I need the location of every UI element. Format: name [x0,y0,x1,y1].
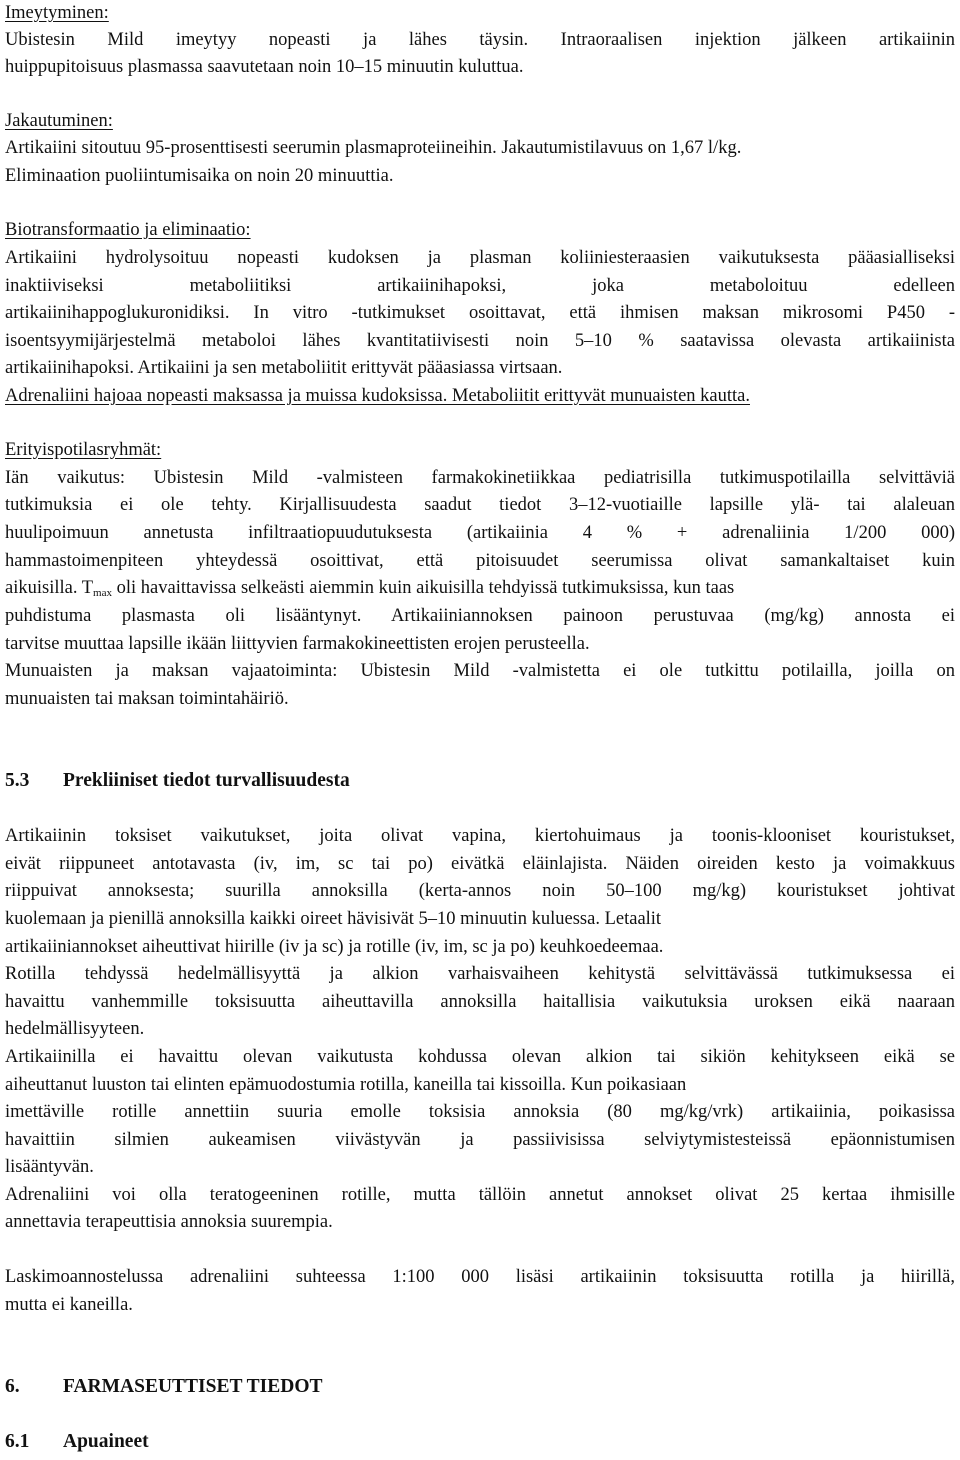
section-title: FARMASEUTTISET TIEDOT [63,1376,323,1397]
text-line: tarvitse muuttaa lapsille ikään liittyvien farmakokineettisten erojen perusteella. [5,634,590,654]
text-fragment: aikuisilla. T [5,578,94,598]
section-number: 6.1 [5,1431,30,1452]
text-line: puhdistuma plasmasta oli lisääntynyt. Artikaiiniannoksen painoon perustuvaa (mg/kg) annosta ei [5,606,955,626]
section-title: Apuaineet [63,1431,149,1452]
text-line: munuaisten tai maksan toimintahäiriö. [5,689,289,709]
text-line: artikaiinihapoksi. Artikaiini ja sen metaboliitit erittyvät pääasiassa virtsaan. [5,358,563,378]
text-line-tmax [5,575,955,601]
text-line: Iän vaikutus: Ubistesin Mild -valmisteen farmakokinetiikkaa pediatrisilla tutkimuspotilailla selvittäviä [5,468,955,488]
text-line: huulipoimuun annetusta infiltraatiopuudutuksesta (artikaiinia 4 % + adrenaliinia 1/200 000) [5,523,955,543]
text-line: hedelmällisyyteen. [5,1019,145,1039]
text-line: imettäville rotille annettiin suuria emolle toksisia annoksia (80 mg/kg/vrk) artikaiinia, poikasissa [5,1102,955,1122]
text-line: hammastoimenpiteen yhteydessä osoittivat, että pitoisuudet seerumissa olivat samankaltaiset kuin [5,551,955,571]
section-heading-6-1 [5,1429,149,1455]
section-heading-5-3 [5,768,350,794]
text-line: havaittiin silmien aukeamisen viivästyvän ja passiivisissa selviytymistesteissä epäonnistumisen [5,1130,955,1150]
text-line: artikaiinihappoglukuronidiksi. In vitro -tutkimukset osoittavat, että ihmisen maksan mikrosomi P450 - [5,303,955,323]
text-line: isoentsyymijärjestelmä metaboloi lähes kvantitatiivisesti noin 5–10 % saatavissa olevasta artikaiinista [5,331,955,351]
text-line: havaittu vanhemmille toksisuutta aiheuttavilla annoksilla haitallisia vaikutuksia uroksen eikä naaraan [5,992,955,1012]
section-title: Prekliiniset tiedot turvallisuudesta [63,770,350,791]
text-line: Laskimoannostelussa adrenaliini suhteessa 1:100 000 lisäsi artikaiinin toksisuutta rotilla ja hiirillä, [5,1267,955,1287]
section-heading-6 [5,1374,323,1400]
text-line: Ubistesin Mild imeytyy nopeasti ja lähes täysin. Intraoraalisen injektion jälkeen artikaiinin [5,30,955,50]
text-line: aiheuttanut luuston tai elinten epämuodostumia rotilla, kaneilla tai kissoilla. Kun poikasiaan [5,1075,687,1095]
text-fragment: oli havaittavissa selkeästi aiemmin kuin aikuisilla tehdyissä tutkimuksissa, kun taas [112,578,735,598]
section-number: 5.3 [5,770,30,791]
section-number: 6. [5,1376,20,1397]
text-line: Munuaisten ja maksan vajaatoiminta: Ubistesin Mild -valmistetta ei ole tutkittu potilailla, joilla on [5,661,955,681]
underlined-text-line: Adrenaliini hajoaa nopeasti maksassa ja muissa kudoksissa. Metaboliitit erittyvät munuaisten kautta. [5,386,750,406]
text-line: Rotilla tehdyssä hedelmällisyyttä ja alkion varhaisvaiheen kehitystä selvittävässä tutkimuksessa ei [5,964,955,984]
text-line: Artikaiinin toksiset vaikutukset, joita olivat vapina, kiertohuimaus ja toonis-klooniset kouristukset, [5,826,955,846]
text-line: Adrenaliini voi olla teratogeeninen rotille, mutta tällöin annetut annokset olivat 25 kertaa ihmisille [5,1185,955,1205]
text-line: inaktiiviseksi metaboliitiksi artikaiinihapoksi, joka metaboloituu edelleen [5,276,955,296]
text-line: lisääntyvän. [5,1157,94,1177]
text-line: Eliminaation puoliintumisaika on noin 20 minuuttia. [5,166,394,186]
subscript-max: max [93,587,112,599]
text-line: Artikaiini hydrolysoituu nopeasti kudoksen ja plasman koliiniesteraasien vaikutuksesta pääasialliseksi [5,248,955,268]
text-line: Artikaiini sitoutuu 95-prosenttisesti seerumin plasmaproteiineihin. Jakautumistilavuus on 1,67 l/kg. [5,138,742,158]
heading-erityispotilasryhmat: Erityispotilasryhmät: [5,440,162,460]
heading-biotransformaatio: Biotransformaatio ja eliminaatio: [5,220,251,240]
text-line: artikaiiniannokset aiheuttivat hiirille (iv ja sc) ja rotille (iv, im, sc ja po) keuhkoedeemaa. [5,937,664,957]
text-line: huippupitoisuus plasmassa saavutetaan noin 10–15 minuutin kuluttua. [5,57,524,77]
heading-jakautuminen: Jakautuminen: [5,111,113,131]
text-line: tutkimuksia ei ole tehty. Kirjallisuudesta saadut tiedot 3–12-vuotiaille lapsille ylä- tai alaleuan [5,495,955,515]
text-line: eivät riippuneet antotavasta (iv, im, sc tai po) eivätkä eläinlajista. Näiden oireiden kesto ja voimakkuus [5,854,955,874]
text-line: mutta ei kaneilla. [5,1295,133,1315]
text-line: riippuivat annoksesta; suurilla annoksilla (kerta-annos noin 50–100 mg/kg) kouristukset johtivat [5,881,955,901]
text-line: kuolemaan ja pienillä annoksilla kaikki oireet hävisivät 5–10 minuutin kuluessa. Letaalit [5,909,662,929]
heading-imeytyminen: Imeytyminen: [5,3,109,23]
text-line: annettavia terapeuttisia annoksia suurempia. [5,1212,333,1232]
text-line: Artikaiinilla ei havaittu olevan vaikutusta kohdussa olevan alkion tai sikiön kehitykseen eikä se [5,1047,955,1067]
